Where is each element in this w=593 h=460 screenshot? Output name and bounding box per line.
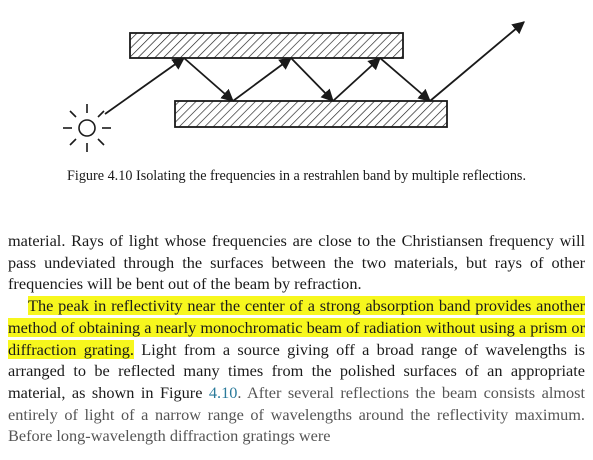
- paragraph-reflectivity: [8, 295, 585, 447]
- paragraph-text: Light from a source giving off a broad range of wavelengths is arranged to be reflected many times from the polished surfaces of an appropriate material, as shown in Figure: [8, 339, 585, 402]
- figure-multiple-reflections: [0, 0, 593, 160]
- body-text: [8, 230, 585, 447]
- figure-caption: Figure 4.10 Isolating the frequencies in a restrahlen band by multiple reflections.: [67, 168, 526, 184]
- upper-reflector-plate: [130, 33, 403, 58]
- paragraph-continuation: material. Rays of light whose frequencies are close to the Christiansen frequency will pass undeviated through the surfaces between the two materials, but rays of other frequencies will be bent out of the beam by refraction.: [8, 231, 585, 294]
- paragraph-text-continued: . After several reflections the beam consists almost entirely of light of a narrow range of wavelengths around the reflectivity maximum. Before long-wavelength diffraction gratings were: [8, 382, 586, 446]
- highlighted-sentence: The peak in reflectivity near the center of a strong absorption band provides another method of obtaining a nearly monochromatic beam of radiation without using a prism or diffraction grating.: [8, 296, 585, 359]
- figure-reference-link[interactable]: 4.10: [208, 382, 238, 402]
- light-source-icon: [63, 104, 111, 152]
- lower-reflector-plate: [175, 101, 447, 127]
